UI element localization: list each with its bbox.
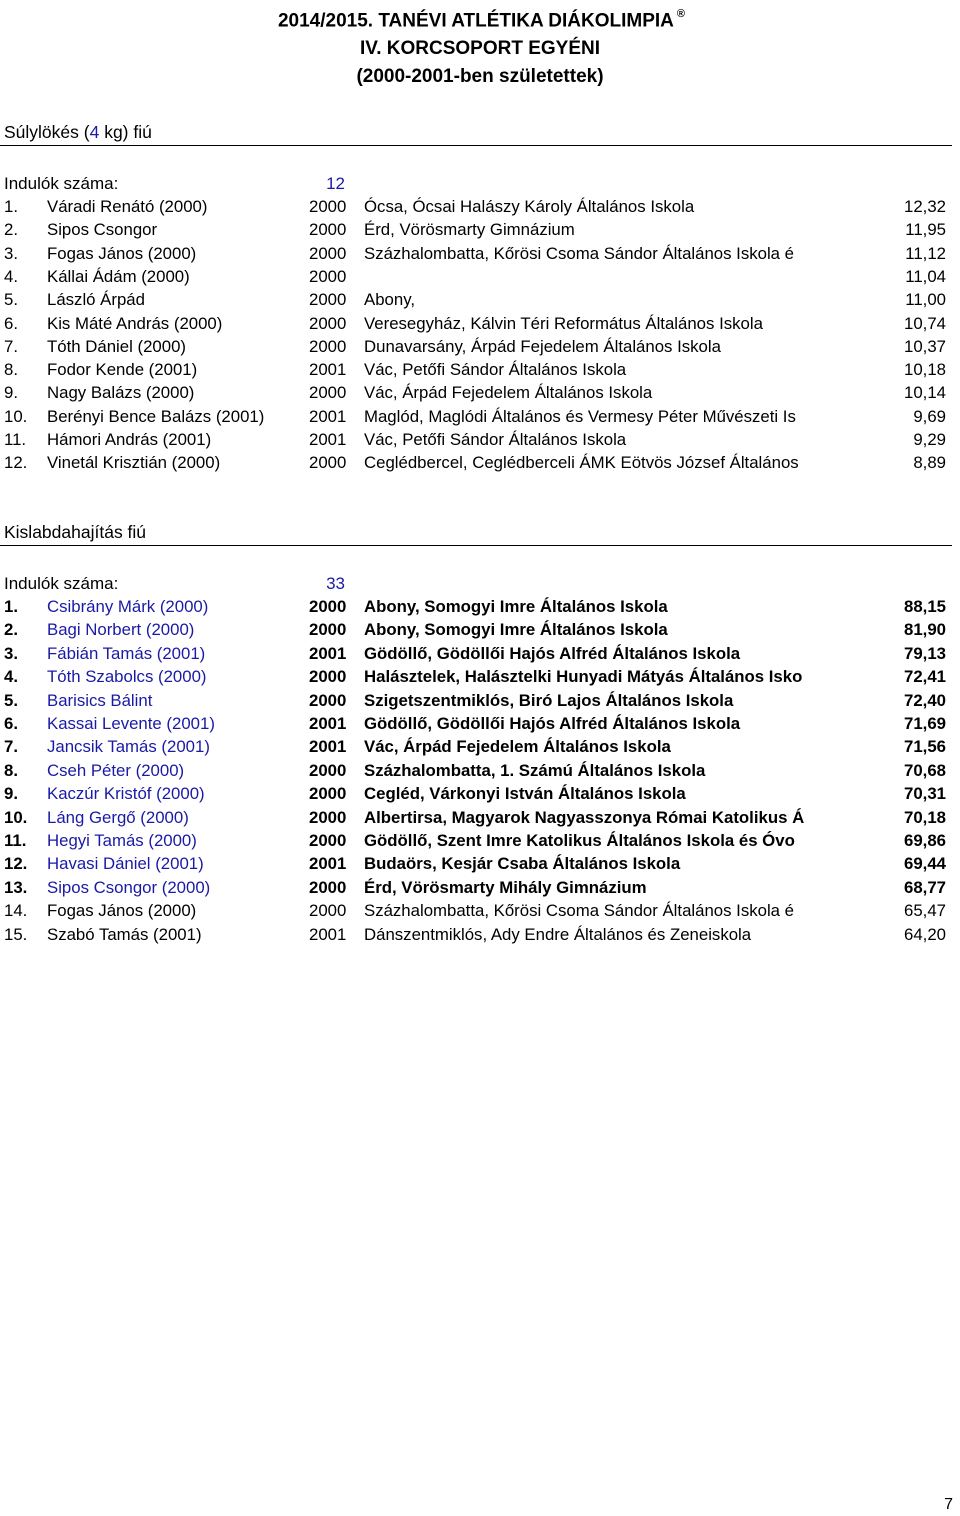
cell-rank: 10. (4, 807, 28, 827)
cell-result: 12,32 (904, 197, 946, 216)
cell-name: Fodor Kende (2001) (47, 360, 198, 380)
cell-result: 88,15 (904, 597, 946, 616)
cell-name: Kállai Ádám (2000) (47, 266, 190, 286)
cell-school: Vác, Árpád Fejedelem Általános Iskola (364, 383, 653, 403)
cell-year: 2000 (309, 266, 347, 286)
cell-rank: 10. (4, 406, 28, 426)
cell-name: Barisics Bálint (47, 690, 153, 710)
cell-name: Váradi Renátó (2000) (47, 197, 208, 216)
shot-put-title-weight: 4 (89, 122, 100, 142)
cell-year: 2000 (309, 220, 347, 240)
cell-year: 2000 (309, 760, 347, 780)
cell-result: 10,14 (904, 383, 946, 403)
cell-school: Vác, Petőfi Sándor Általános Iskola (364, 360, 627, 380)
cell-name: Szabó Tamás (2001) (47, 924, 202, 944)
cell-rank: 3. (4, 243, 18, 263)
cell-result: 11,95 (905, 220, 946, 240)
cell-school: Szigetszentmiklós, Biró Lajos Általános Iskola (364, 690, 734, 710)
cell-name: Tóth Szabolcs (2000) (47, 667, 207, 687)
table-row (0, 784, 955, 807)
table-row (0, 925, 955, 948)
cell-school: Budaörs, Kesjár Csaba Általános Iskola (364, 854, 681, 874)
table-row (0, 430, 955, 453)
cell-name: Vinetál Krisztián (2000) (47, 453, 221, 473)
cell-school: Ceglédbercel, Ceglédberceli ÁMK Eötvös József Általános (364, 453, 799, 473)
table-row (0, 267, 955, 290)
cell-year: 2001 (309, 737, 347, 757)
table-row (0, 383, 955, 406)
table-row (0, 360, 955, 383)
table-row (0, 714, 955, 737)
header-title-text: 2014/2015. TANÉVI ATLÉTIKA DIÁKOLIMPIA (277, 10, 674, 32)
cell-rank: 8. (4, 760, 18, 780)
cell-rank: 14. (4, 901, 28, 921)
cell-school: Gödöllő, Gödöllői Hajós Alfréd Általános Iskola (364, 643, 741, 663)
cell-rank: 5. (4, 690, 18, 710)
cell-result: 68,77 (904, 877, 946, 897)
cell-result: 64,20 (904, 924, 946, 944)
cell-name: Kassai Levente (2001) (47, 714, 215, 733)
cell-school: Százhalombatta, Kőrösi Csoma Sándor Általános Iskola é (364, 243, 795, 263)
cell-rank: 12. (4, 854, 28, 874)
cell-school: Érd, Vörösmarty Mihály Gimnázium (364, 877, 647, 897)
cell-name: Havasi Dániel (2001) (47, 854, 204, 874)
cell-result: 9,69 (913, 406, 946, 426)
cell-year: 2001 (309, 924, 347, 944)
cell-name: Nagy Balázs (2000) (47, 383, 195, 403)
cell-name: Hegyi Tamás (2000) (47, 831, 197, 850)
cell-year: 2001 (309, 714, 347, 733)
table-row (0, 878, 955, 901)
registered-mark: ® (676, 8, 686, 20)
table-row (0, 290, 955, 313)
cell-name: Fábián Tamás (2001) (47, 643, 206, 663)
table-row (0, 197, 955, 220)
cell-year: 2000 (309, 336, 347, 356)
cell-year: 2000 (309, 290, 347, 310)
table-row (0, 597, 955, 620)
cell-year: 2000 (309, 597, 347, 616)
cell-rank: 5. (4, 290, 18, 310)
cell-rank: 9. (4, 383, 18, 403)
cell-name: Láng Gergő (2000) (47, 807, 189, 827)
cell-result: 70,18 (904, 807, 946, 827)
table-row (0, 644, 955, 667)
cell-year: 2000 (309, 877, 347, 897)
cell-rank: 11. (4, 831, 27, 850)
cell-result: 71,56 (904, 737, 946, 757)
cell-rank: 12. (4, 453, 28, 473)
cell-name: Jancsik Tamás (2001) (47, 737, 210, 757)
table-row (0, 808, 955, 831)
cell-year: 2000 (309, 807, 347, 827)
page-number: 7 (944, 1496, 953, 1513)
table-row (0, 854, 955, 877)
cell-name: László Árpád (47, 290, 145, 310)
cell-rank: 7. (4, 336, 18, 356)
ball-throw-title: Kislabdahajítás fiú (4, 522, 147, 542)
cell-rank: 15. (4, 924, 28, 944)
cell-result: 70,31 (904, 784, 946, 804)
cell-rank: 7. (4, 737, 18, 757)
cell-year: 2001 (309, 406, 347, 426)
cell-rank: 1. (4, 197, 18, 216)
cell-name: Cseh Péter (2000) (47, 760, 185, 780)
count-label: Indulók száma: (4, 574, 119, 593)
cell-year: 2000 (309, 453, 347, 473)
cell-school: Érd, Vörösmarty Gimnázium (364, 220, 575, 240)
cell-year: 2001 (309, 360, 347, 380)
cell-result: 11,04 (905, 266, 946, 286)
cell-school: Gödöllő, Szent Imre Katolikus Általános Iskola és Óvo (364, 831, 795, 850)
shot-put-entrant-count (4, 174, 949, 196)
cell-result: 70,68 (904, 760, 946, 780)
cell-year: 2000 (309, 667, 347, 687)
table-row (0, 453, 955, 476)
cell-year: 2000 (309, 831, 347, 850)
cell-school: Maglód, Maglódi Általános és Vermesy Péter Művészeti Is (364, 406, 796, 426)
cell-name: Sipos Csongor (2000) (47, 877, 211, 897)
cell-result: 69,44 (904, 854, 946, 874)
cell-school: Abony, Somogyi Imre Általános Iskola (364, 597, 668, 616)
header-category: IV. KORCSOPORT EGYÉNI (359, 38, 600, 60)
table-row (0, 737, 955, 760)
cell-result: 72,41 (904, 667, 946, 687)
cell-school: Veresegyház, Kálvin Téri Református Általános Iskola (364, 313, 763, 333)
cell-school: Dunavarsány, Árpád Fejedelem Általános Iskola (364, 336, 721, 356)
cell-year: 2000 (309, 784, 347, 804)
cell-school: Vác, Petőfi Sándor Általános Iskola (364, 430, 627, 449)
cell-result: 10,37 (904, 336, 946, 356)
cell-school: Abony, (364, 290, 415, 310)
cell-rank: 3. (4, 643, 18, 663)
table-row (0, 691, 955, 714)
cell-year: 2001 (309, 854, 347, 874)
cell-name: Fogas János (2000) (47, 901, 197, 921)
table-row (0, 831, 955, 854)
cell-rank: 13. (4, 877, 28, 897)
cell-year: 2001 (309, 430, 347, 449)
cell-rank: 6. (4, 313, 18, 333)
cell-result: 79,13 (904, 643, 946, 663)
header-title (0, 2, 960, 35)
table-row (0, 407, 955, 430)
cell-name: Tóth Dániel (2000) (47, 336, 186, 356)
table-row (0, 667, 955, 690)
cell-school: Albertirsa, Magyarok Nagyasszonya Római Katolikus Á (364, 807, 805, 827)
cell-result: 10,18 (904, 360, 946, 380)
table-row (0, 620, 955, 643)
cell-result: 8,89 (913, 453, 946, 473)
cell-year: 2000 (309, 901, 347, 921)
cell-school: Halásztelek, Halásztelki Hunyadi Mátyás Általános Isko (364, 667, 803, 687)
cell-result: 11,00 (905, 290, 946, 310)
cell-name: Hámori András (2001) (47, 430, 212, 449)
cell-name: Fogas János (2000) (47, 243, 197, 263)
ball-throw-entrant-count (4, 574, 949, 596)
table-row (0, 901, 955, 924)
table-row (0, 761, 955, 784)
count-value: 12 (326, 174, 345, 193)
cell-name: Berényi Bence Balázs (2001) (47, 406, 265, 426)
ball-throw-divider (0, 545, 952, 546)
cell-year: 2000 (309, 383, 347, 403)
cell-result: 71,69 (904, 714, 946, 733)
table-row (0, 220, 955, 243)
cell-year: 2000 (309, 197, 347, 216)
cell-result: 11,12 (905, 243, 946, 263)
cell-school: Százhalombatta, 1. Számú Általános Iskola (364, 760, 706, 780)
shot-put-divider (0, 145, 952, 146)
cell-school: Vác, Árpád Fejedelem Általános Iskola (364, 737, 671, 757)
cell-year: 2000 (309, 313, 347, 333)
cell-rank: 6. (4, 714, 18, 733)
table-row (0, 314, 955, 337)
cell-school: Ócsa, Ócsai Halászy Károly Általános Iskola (364, 197, 695, 216)
cell-result: 81,90 (904, 620, 946, 640)
shot-put-title-post: kg) fiú (99, 122, 152, 142)
cell-name: Kis Máté András (2000) (47, 313, 223, 333)
table-row (0, 244, 955, 267)
cell-result: 72,40 (904, 690, 946, 710)
cell-school: Százhalombatta, Kőrösi Csoma Sándor Általános Iskola é (364, 901, 795, 921)
header-birth-years: (2000-2001-ben születettek) (356, 66, 604, 88)
shot-put-title-pre: Súlylökés ( (4, 122, 90, 142)
cell-result: 9,29 (913, 430, 946, 449)
shot-put-title (4, 122, 152, 143)
cell-school: Gödöllő, Gödöllői Hajós Alfréd Általános Iskola (364, 714, 741, 733)
cell-school: Cegléd, Várkonyi István Általános Iskola (364, 784, 686, 804)
cell-year: 2000 (309, 620, 347, 640)
cell-rank: 9. (4, 784, 18, 804)
document-header (0, 2, 960, 91)
cell-rank: 4. (4, 667, 18, 687)
table-row (0, 337, 955, 360)
cell-year: 2000 (309, 690, 347, 710)
cell-rank: 11. (4, 430, 27, 449)
cell-name: Csibrány Márk (2000) (47, 597, 209, 616)
cell-name: Kaczúr Kristóf (2000) (47, 784, 205, 804)
cell-year: 2001 (309, 643, 347, 663)
count-label: Indulók száma: (4, 174, 119, 193)
cell-rank: 1. (4, 597, 18, 616)
count-value: 33 (326, 574, 345, 593)
cell-school: Dánszentmiklós, Ady Endre Általános és Zeneiskola (364, 924, 752, 944)
cell-rank: 4. (4, 266, 18, 286)
cell-name: Sipos Csongor (47, 220, 158, 240)
cell-rank: 2. (4, 220, 18, 240)
cell-result: 69,86 (904, 831, 946, 850)
cell-rank: 8. (4, 360, 18, 380)
cell-result: 10,74 (904, 313, 946, 333)
cell-year: 2000 (309, 243, 347, 263)
cell-result: 65,47 (904, 901, 946, 921)
cell-rank: 2. (4, 620, 18, 640)
cell-name: Bagi Norbert (2000) (47, 620, 195, 640)
cell-school: Abony, Somogyi Imre Általános Iskola (364, 620, 668, 640)
